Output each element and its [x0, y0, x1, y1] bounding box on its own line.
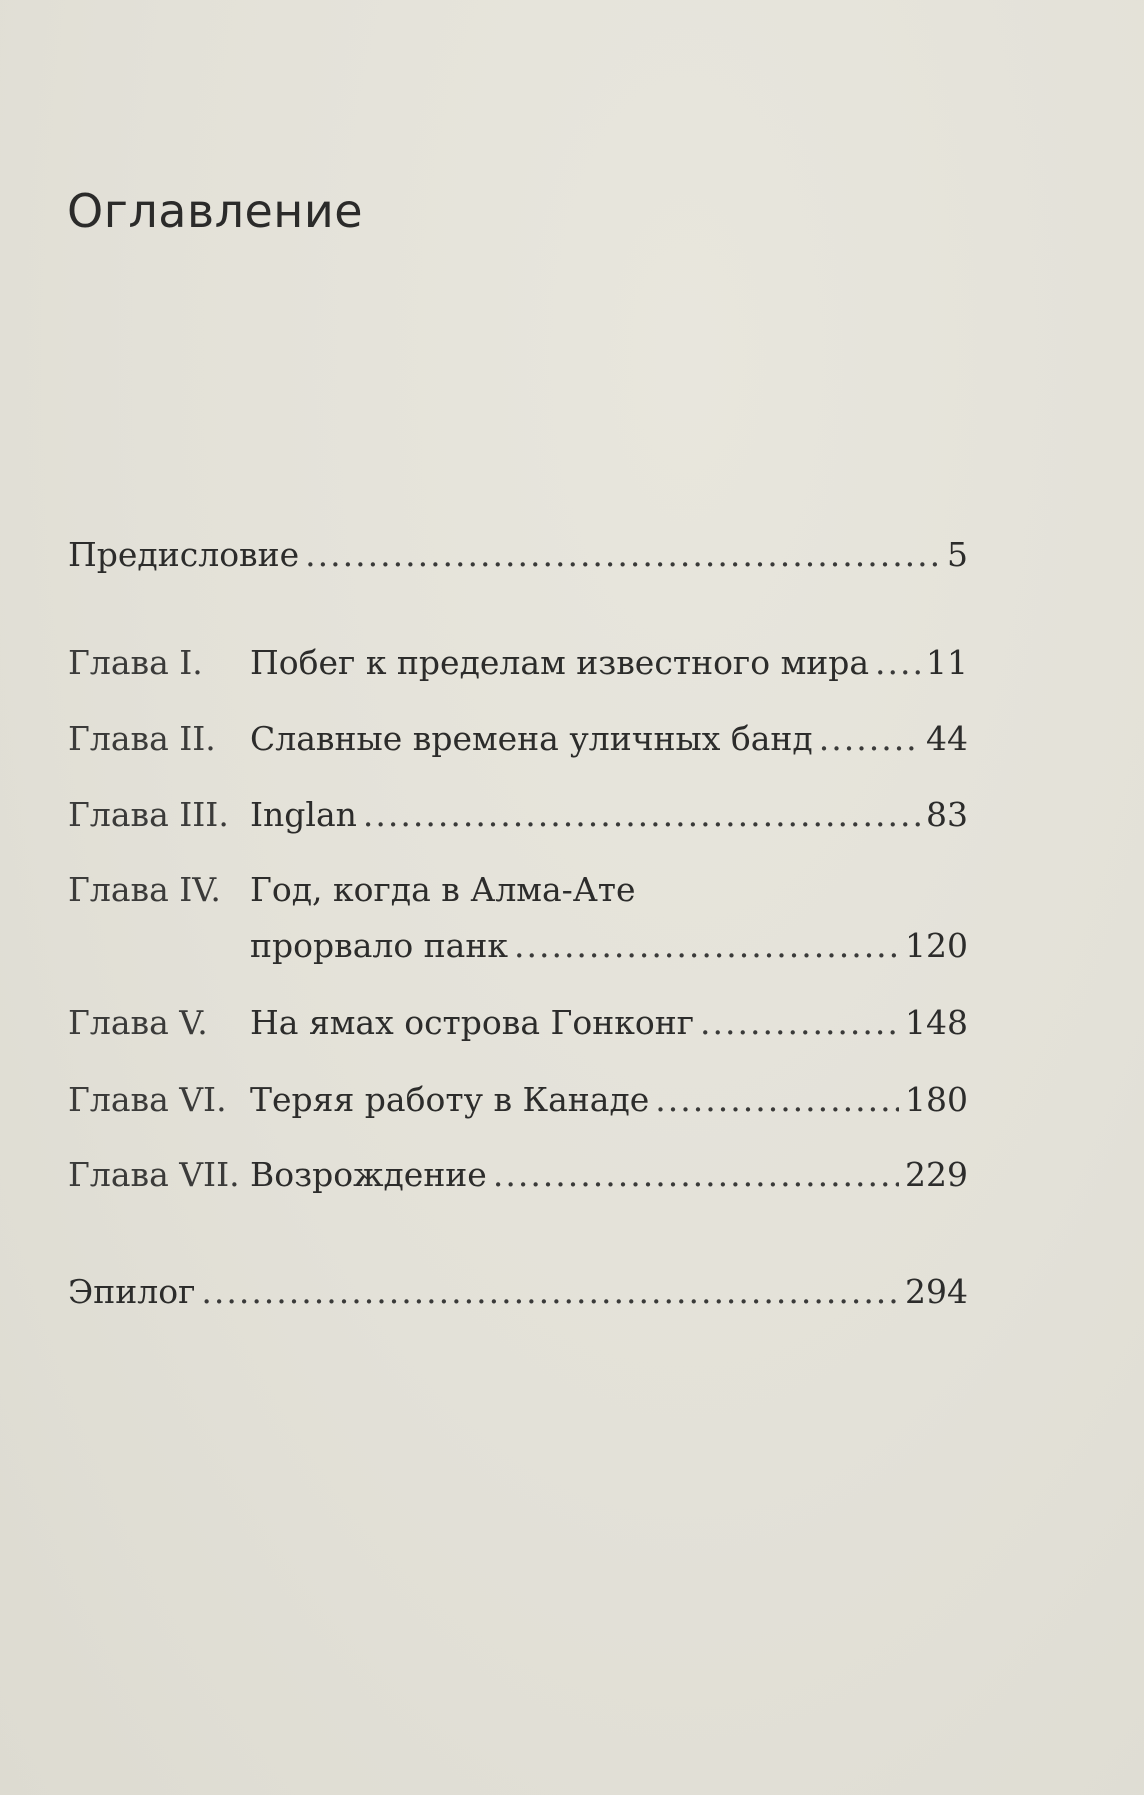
toc-entry-title: Теряя работу в Канаде [250, 1080, 650, 1119]
chapter-label: Глава II. [68, 719, 216, 758]
chapter-label: Глава I. [68, 643, 203, 682]
dot-leader [305, 535, 941, 574]
toc-entry-chapter-2[interactable] [68, 719, 968, 763]
dot-leader [700, 1003, 899, 1042]
dot-leader [655, 1080, 899, 1119]
toc-entry-title: Inglan [250, 795, 357, 834]
dot-leader [363, 795, 920, 834]
chapter-label: Глава IV. [68, 870, 221, 909]
toc-page-number: 44 [926, 719, 968, 758]
toc-entry-chapter-3[interactable] [68, 795, 968, 839]
toc-entry-preface[interactable] [68, 535, 968, 579]
page-title: Оглавление [67, 184, 364, 238]
dot-leader [875, 643, 920, 682]
toc-entry-title: На ямах острова Гонконг [250, 1003, 695, 1042]
toc-entry-title: Возрождение [250, 1155, 487, 1194]
dot-leader [819, 719, 920, 758]
toc-entry-chapter-5[interactable] [68, 1003, 968, 1047]
toc-page-number: 83 [926, 795, 968, 834]
chapter-label: Глава VI. [68, 1080, 227, 1119]
toc-entry-chapter-6[interactable] [68, 1080, 968, 1124]
toc-entry-chapter-4-continuation[interactable] [250, 926, 968, 970]
toc-entry-chapter-4[interactable] [68, 870, 968, 914]
chapter-label: Глава VII. [68, 1155, 240, 1194]
toc-entry-chapter-1[interactable] [68, 643, 968, 687]
chapter-label: Глава III. [68, 795, 229, 834]
toc-page-number: 229 [905, 1155, 968, 1194]
toc-entry-title: Славные времена уличных банд [250, 719, 813, 758]
toc-entry-title-line-2: прорвало панк [250, 926, 508, 965]
toc-entry-title: Предисловие [68, 535, 300, 574]
toc-entry-title: Эпилог [68, 1272, 196, 1311]
toc-entry-title-line-1: Год, когда в Алма-Ате [250, 870, 636, 909]
dot-leader [514, 926, 899, 965]
toc-entry-chapter-7[interactable] [68, 1155, 968, 1199]
toc-page-number: 11 [926, 643, 968, 682]
toc-page-number: 148 [905, 1003, 968, 1042]
dot-leader [493, 1155, 899, 1194]
toc-page-number: 120 [905, 926, 968, 965]
toc-page-number: 5 [947, 535, 968, 574]
dot-leader [201, 1272, 899, 1311]
toc-page-number: 180 [905, 1080, 968, 1119]
toc-entry-epilogue[interactable] [68, 1272, 968, 1316]
chapter-label: Глава V. [68, 1003, 208, 1042]
toc-page-number: 294 [905, 1272, 968, 1311]
toc-entry-title: Побег к пределам известного мира [250, 643, 870, 682]
